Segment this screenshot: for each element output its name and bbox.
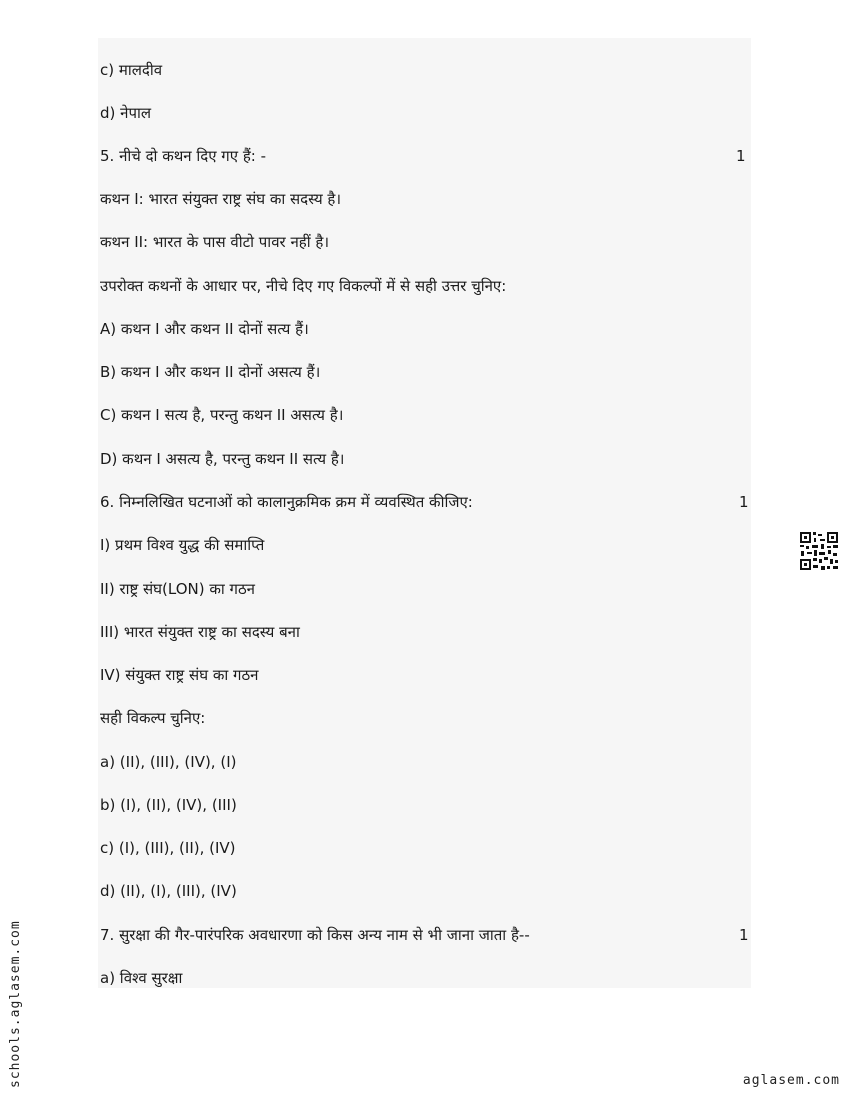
side-watermark: schools.aglasem.com [8,920,23,1088]
event-4: IV) संयुक्त राष्ट्र संघ का गठन [100,666,259,684]
q5-option-b: B) कथन I और कथन II दोनों असत्य हैं। [100,363,321,381]
question-5-instruction: उपरोक्त कथनों के आधार पर, नीचे दिए गए विकल्पों में से सही उत्तर चुनिए: [100,277,507,295]
event-2: II) राष्ट्र संघ(LON) का गठन [100,580,256,598]
option-c-maldives: c) मालदीव [100,61,163,79]
qr-code-icon [799,531,839,571]
q6-option-c: c) (I), (III), (II), (IV) [100,839,236,857]
option-d-nepal: d) नेपाल [100,104,152,122]
statement-1: कथन I: भारत संयुक्त राष्ट्र संघ का सदस्य है। [100,190,342,208]
q6-option-a: a) (II), (III), (IV), (I) [100,753,237,771]
q5-option-d: D) कथन I असत्य है, परन्तु कथन II सत्य है। [100,450,345,468]
q7-option-a: a) विश्व सुरक्षा [100,969,183,987]
question-5: 5. नीचे दो कथन दिए गए हैं: - [100,147,267,165]
event-1: I) प्रथम विश्व युद्ध की समाप्ति [100,536,265,554]
question-6: 6. निम्नलिखित घटनाओं को कालानुक्रमिक क्रम में व्यवस्थित कीजिए: [100,493,473,511]
event-3: III) भारत संयुक्त राष्ट्र का सदस्य बना [100,623,300,641]
question-6-instruction: सही विकल्प चुनिए: [100,709,206,727]
question-7-marks: 1 [739,926,749,944]
q5-option-a: A) कथन I और कथन II दोनों सत्य हैं। [100,320,309,338]
q6-option-d: d) (II), (I), (III), (IV) [100,882,237,900]
footer-watermark: aglasem.com [742,1073,840,1088]
question-6-marks: 1 [739,493,749,511]
q6-option-b: b) (I), (II), (IV), (III) [100,796,237,814]
q5-option-c: C) कथन I सत्य है, परन्तु कथन II असत्य है। [100,406,344,424]
question-7: 7. सुरक्षा की गैर-पारंपरिक अवधारणा को किस अन्य नाम से भी जाना जाता है-- [100,926,530,944]
question-5-marks: 1 [736,147,746,165]
statement-2: कथन II: भारत के पास वीटो पावर नहीं है। [100,233,330,251]
